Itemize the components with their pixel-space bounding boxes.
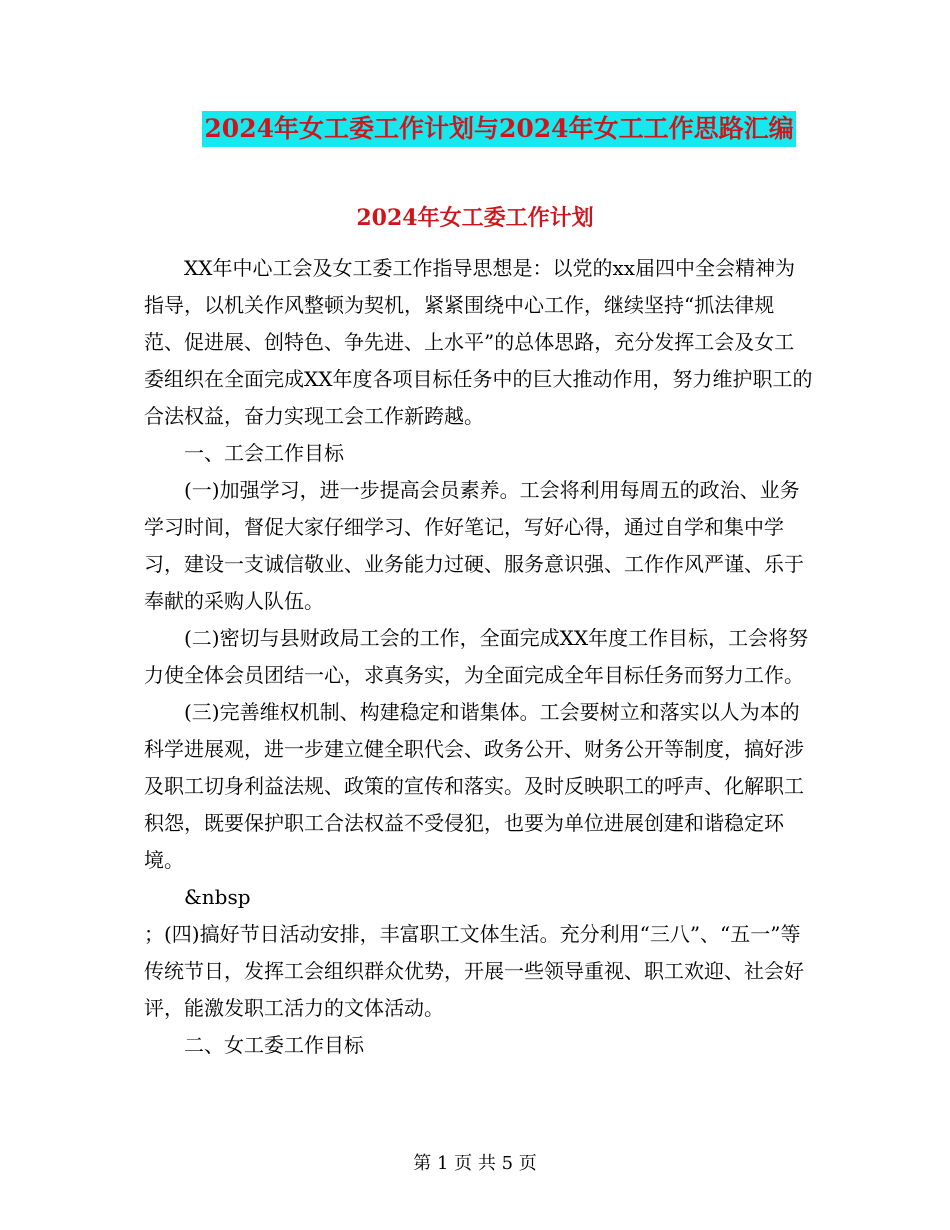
paragraph-goal-1: (一)加强学习，进一步提高会员素养。工会将利用每周五的政治、业务学习时间，督促大家仔细学习、作好笔记，写好心得，通过自学和集中学习，建设一支诚信敬业、业务能力过硬、服务意识强、工作作风严谨、乐于奉献的采购人队伍。	[144, 478, 804, 613]
paragraph-nbsp-artifact: &nbsp	[184, 885, 251, 909]
heading-women-committee-goals: 二、女工委工作目标	[184, 1033, 364, 1057]
document-body	[144, 250, 814, 1064]
paragraph-goal-4: ；(四)搞好节日活动安排，丰富职工文体生活。充分利用“三八”、“五一”等传统节日，发挥工会组织群众优势，开展一些领导重视、职工欢迎、社会好评，能激发职工活力的文体活动。	[144, 922, 804, 1020]
heading-union-goals: 一、工会工作目标	[184, 441, 344, 465]
paragraph-goal-3: (三)完善维权机制、构建稳定和谐集体。工会要树立和落实以人为本的科学进展观，进一步建立健全职代会、政务公开、财务公开等制度，搞好涉及职工切身利益法规、政策的宣传和落实。及时反映职工的呼声、化解职工积怨，既要保护职工合法权益不受侵犯，也要为单位进展创建和谐稳定环境。	[144, 700, 804, 872]
paragraph-goal-2: (二)密切与县财政局工会的工作，全面完成XX年度工作目标，工会将努力使全体会员团结一心，求真务实，为全面完成全年目标任务而努力工作。	[144, 626, 809, 687]
paragraph-guiding-ideology: XX年中心工会及女工委工作指导思想是：以党的xx届四中全会精神为指导，以机关作风整顿为契机，紧紧围绕中心工作，继续坚持“抓法律规范、促进展、创特色、争先进、上水平”的总体思路，充分发挥工会及女工委组织在全面完成XX年度各项目标任务中的巨大推动作用，努力维护职工的合法权益，奋力实现工会工作新跨越。	[144, 256, 813, 428]
page-footer: 第 1 页 共 5 页	[413, 1153, 537, 1174]
document-title: 2024年女工委工作计划与2024年女工工作思路汇编	[202, 111, 795, 147]
section-title: 2024年女工委工作计划	[356, 205, 594, 231]
document-title-container	[0, 111, 950, 147]
